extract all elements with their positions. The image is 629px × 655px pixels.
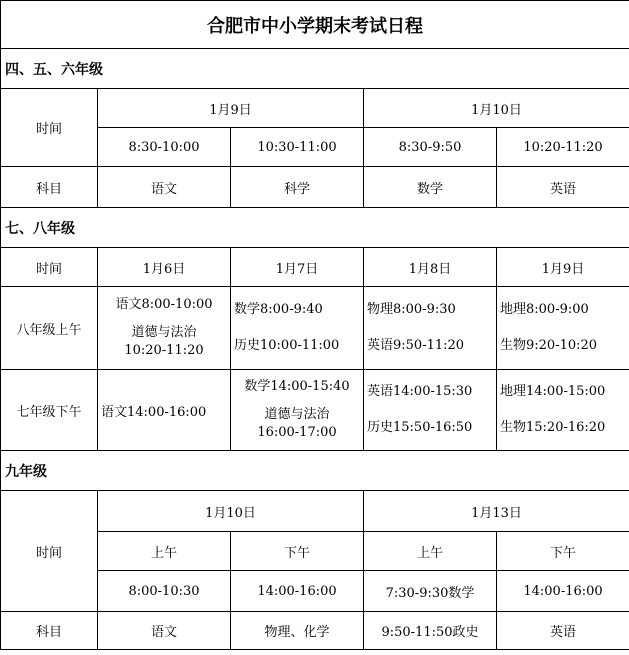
time-slot-cell: 10:20-11:20 bbox=[497, 128, 629, 167]
row-label-grade7-afternoon: 七年级下午 bbox=[1, 370, 98, 451]
subject-cell: 英语 bbox=[497, 167, 629, 208]
exam-line: 道德与法治 bbox=[264, 407, 330, 422]
subject-cell: 数学 bbox=[364, 167, 497, 208]
exam-cell bbox=[98, 287, 231, 370]
exam-line: 物理8:00-9:30 bbox=[367, 302, 456, 317]
time-label: 时间 bbox=[1, 248, 98, 287]
table-title: 合肥市中小学期末考试日程 bbox=[1, 1, 629, 49]
subject-cell: 语文 bbox=[98, 167, 231, 208]
period-cell: 下午 bbox=[231, 532, 364, 571]
date-cell: 1月8日 bbox=[364, 248, 497, 287]
period-cell: 上午 bbox=[98, 532, 231, 571]
time-slot-cell: 14:00-16:00 bbox=[231, 571, 364, 612]
exam-line: 历史10:00-11:00 bbox=[234, 338, 340, 353]
exam-cell bbox=[497, 287, 629, 370]
time-slot-cell: 8:30-10:00 bbox=[98, 128, 231, 167]
exam-line: 生物15:20-16:20 bbox=[500, 420, 606, 435]
period-cell: 上午 bbox=[364, 532, 497, 571]
time-slot-cell: 8:30-9:50 bbox=[364, 128, 497, 167]
exam-line: 数学8:00-9:40 bbox=[234, 302, 323, 317]
time-label: 时间 bbox=[1, 491, 98, 612]
exam-line: 语文14:00-16:00 bbox=[101, 404, 207, 420]
period-cell: 下午 bbox=[497, 532, 629, 571]
subject-cell: 9:50-11:50政史 bbox=[364, 612, 497, 650]
time-slot-cell: 8:00-10:30 bbox=[98, 571, 231, 612]
time-slot-cell: 10:30-11:00 bbox=[231, 128, 364, 167]
subject-label: 科目 bbox=[1, 612, 98, 650]
exam-line: 地理8:00-9:00 bbox=[500, 302, 589, 317]
date-cell: 1月9日 bbox=[98, 89, 364, 128]
section-heading-grades-4-6: 四、五、六年级 bbox=[1, 49, 629, 89]
exam-cell bbox=[231, 370, 364, 451]
date-cell: 1月7日 bbox=[231, 248, 364, 287]
exam-line: 语文8:00-10:00 bbox=[115, 297, 213, 312]
subject-cell: 物理、化学 bbox=[231, 612, 364, 650]
exam-line: 10:20-11:20 bbox=[124, 343, 204, 358]
date-cell: 1月9日 bbox=[497, 248, 629, 287]
subject-cell: 科学 bbox=[231, 167, 364, 208]
exam-cell bbox=[364, 370, 497, 451]
row-label-grade8-morning: 八年级上午 bbox=[1, 287, 98, 370]
time-slot-cell: 14:00-16:00 bbox=[497, 571, 629, 612]
exam-line: 英语9:50-11:20 bbox=[367, 338, 465, 353]
exam-line: 英语14:00-15:30 bbox=[367, 384, 473, 399]
subject-label: 科目 bbox=[1, 167, 98, 208]
section-heading-grade-9: 九年级 bbox=[1, 451, 629, 491]
exam-line: 历史15:50-16:50 bbox=[367, 420, 473, 435]
time-label: 时间 bbox=[1, 89, 98, 167]
subject-cell: 英语 bbox=[497, 612, 629, 650]
exam-cell bbox=[231, 287, 364, 370]
section-heading-grades-7-8: 七、八年级 bbox=[1, 208, 629, 248]
exam-line: 16:00-17:00 bbox=[257, 425, 337, 440]
time-slot-cell: 7:30-9:30数学 bbox=[364, 571, 497, 612]
exam-line: 数学14:00-15:40 bbox=[244, 379, 350, 394]
subject-cell: 语文 bbox=[98, 612, 231, 650]
date-cell: 1月10日 bbox=[98, 491, 364, 532]
exam-cell bbox=[98, 370, 231, 451]
date-cell: 1月13日 bbox=[364, 491, 629, 532]
exam-line: 生物9:20-10:20 bbox=[500, 338, 598, 353]
exam-cell bbox=[497, 370, 629, 451]
exam-line: 道德与法治 bbox=[131, 325, 197, 340]
exam-line: 地理14:00-15:00 bbox=[500, 384, 606, 399]
date-cell: 1月10日 bbox=[364, 89, 629, 128]
date-cell: 1月6日 bbox=[98, 248, 231, 287]
exam-cell bbox=[364, 287, 497, 370]
